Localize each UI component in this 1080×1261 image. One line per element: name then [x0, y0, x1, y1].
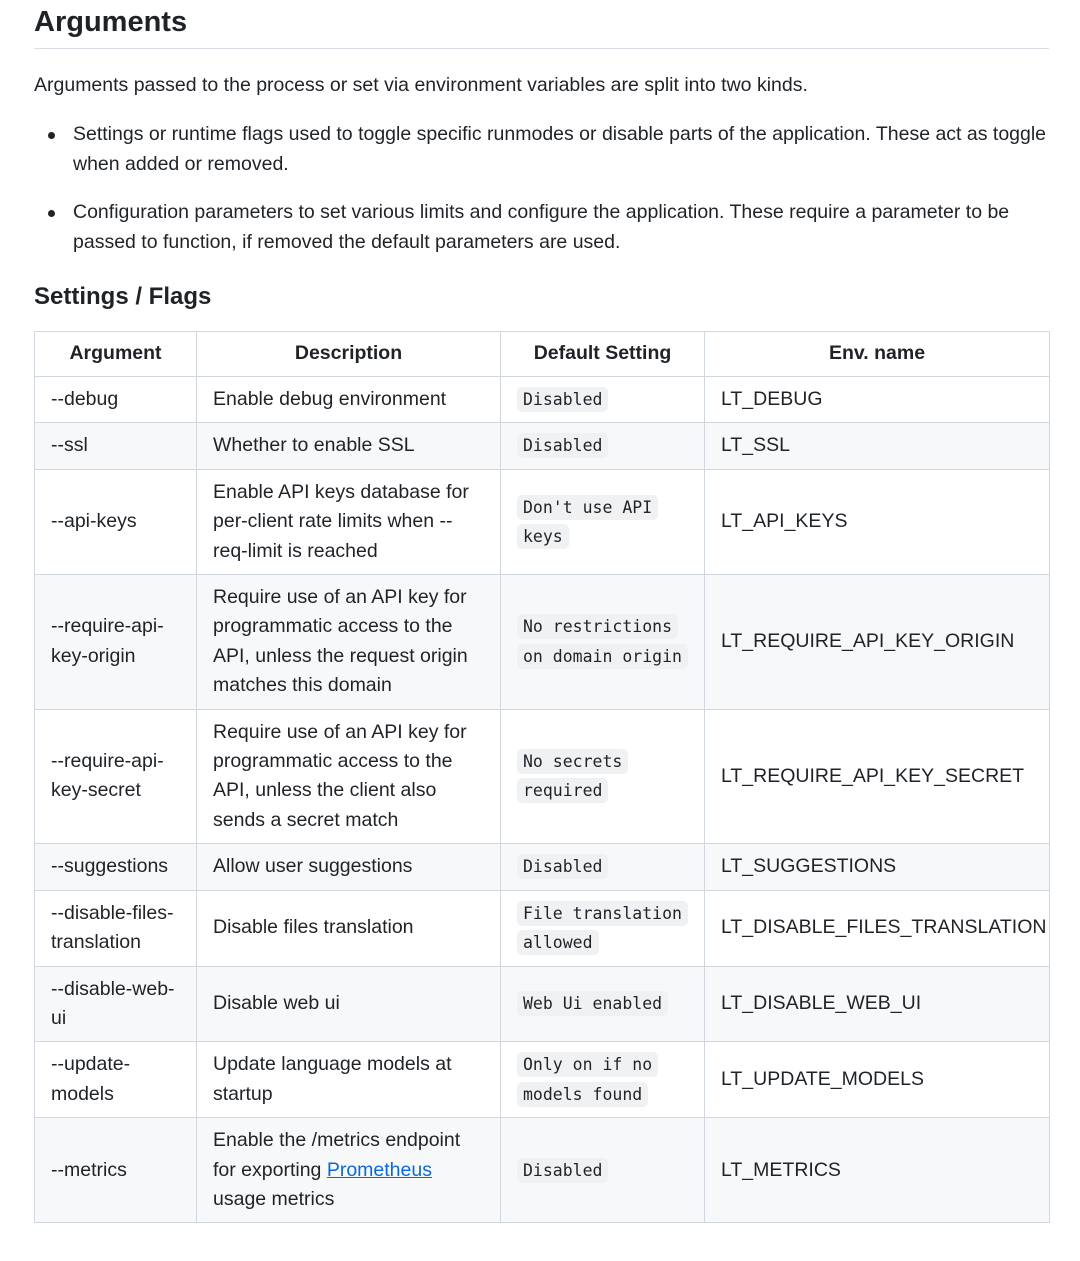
- argument-cell: --require-api-key-secret: [35, 709, 197, 844]
- default-value-code: Don't use API keys: [517, 495, 658, 549]
- default-cell: [501, 844, 705, 890]
- arguments-heading: Arguments: [34, 0, 1049, 49]
- description-cell: Update language models at startup: [197, 1042, 501, 1118]
- env-cell: LT_UPDATE_MODELS: [705, 1042, 1050, 1118]
- prometheus-link[interactable]: Prometheus: [326, 1158, 432, 1181]
- env-cell: LT_DISABLE_WEB_UI: [705, 966, 1050, 1042]
- table-row: [35, 377, 1050, 423]
- column-header-env-name: Env. name: [705, 332, 1050, 377]
- default-value-code: Disabled: [517, 387, 608, 412]
- column-header-argument: Argument: [35, 332, 197, 377]
- description-cell: Disable web ui: [197, 966, 501, 1042]
- default-cell: [501, 575, 705, 710]
- default-cell: [501, 423, 705, 469]
- description-cell: Require use of an API key for programmatic access to the API, unless the client also sends a secret match: [197, 709, 501, 844]
- argument-cell: --require-api-key-origin: [35, 575, 197, 710]
- table-row: [35, 966, 1050, 1042]
- default-value-code: Only on if no models found: [517, 1052, 658, 1106]
- default-value-code: Web Ui enabled: [517, 991, 668, 1016]
- default-cell: [501, 966, 705, 1042]
- default-cell: [501, 1118, 705, 1223]
- description-text: Enable the /metrics endpoint for exporting: [213, 1129, 461, 1181]
- intro-paragraph: Arguments passed to the process or set via environment variables are split into two kinds.: [34, 74, 808, 96]
- kinds-list: [34, 120, 1049, 257]
- table-row: [35, 469, 1050, 574]
- description-cell: Enable debug environment: [197, 377, 501, 423]
- default-cell: [501, 890, 705, 966]
- table-row: [35, 423, 1050, 469]
- env-cell: LT_DEBUG: [705, 377, 1050, 423]
- list-item: Settings or runtime flags used to toggle specific runmodes or disable parts of the application. These act as toggle when added or removed.: [73, 120, 1049, 179]
- table-row: [35, 1118, 1050, 1223]
- default-value-code: Disabled: [517, 433, 608, 458]
- default-value-code: Disabled: [517, 854, 608, 879]
- settings-flags-heading: Settings / Flags: [34, 283, 212, 310]
- table-row: [35, 844, 1050, 890]
- table-row: [35, 1042, 1050, 1118]
- env-cell: LT_REQUIRE_API_KEY_SECRET: [705, 709, 1050, 844]
- description-cell: Allow user suggestions: [197, 844, 501, 890]
- env-cell: LT_API_KEYS: [705, 469, 1050, 574]
- argument-cell: --metrics: [35, 1118, 197, 1223]
- env-cell: LT_REQUIRE_API_KEY_ORIGIN: [705, 575, 1050, 710]
- default-value-code: Disabled: [517, 1158, 608, 1183]
- table-row: [35, 575, 1050, 710]
- env-cell: LT_DISABLE_FILES_TRANSLATION: [705, 890, 1050, 966]
- list-item: Configuration parameters to set various limits and configure the application. These require a parameter to be passed to function, if removed the default parameters are used.: [73, 198, 1049, 257]
- default-cell: [501, 709, 705, 844]
- argument-cell: --ssl: [35, 423, 197, 469]
- argument-cell: --debug: [35, 377, 197, 423]
- table-row: [35, 709, 1050, 844]
- readme-section: [34, 0, 1049, 1223]
- argument-cell: --api-keys: [35, 469, 197, 574]
- description-cell: Whether to enable SSL: [197, 423, 501, 469]
- default-cell: [501, 469, 705, 574]
- argument-cell: --disable-web-ui: [35, 966, 197, 1042]
- env-cell: LT_SUGGESTIONS: [705, 844, 1050, 890]
- table-row: [35, 890, 1050, 966]
- env-cell: LT_METRICS: [705, 1118, 1050, 1223]
- settings-flags-table: [34, 331, 1050, 1223]
- description-text: usage metrics: [213, 1187, 335, 1210]
- env-cell: LT_SSL: [705, 423, 1050, 469]
- default-cell: [501, 1042, 705, 1118]
- argument-cell: --suggestions: [35, 844, 197, 890]
- description-cell: Require use of an API key for programmatic access to the API, unless the request origin matches this domain: [197, 575, 501, 710]
- description-cell: Enable API keys database for per-client rate limits when --req-limit is reached: [197, 469, 501, 574]
- table-header-row: [35, 332, 1050, 377]
- default-cell: [501, 377, 705, 423]
- default-value-code: File translation allowed: [517, 901, 688, 955]
- default-value-code: No secrets required: [517, 749, 628, 803]
- column-header-default-setting: Default Setting: [501, 332, 705, 377]
- column-header-description: Description: [197, 332, 501, 377]
- description-cell: [197, 1118, 501, 1223]
- default-value-code: No restrictions on domain origin: [517, 614, 688, 668]
- argument-cell: --disable-files-translation: [35, 890, 197, 966]
- argument-cell: --update-models: [35, 1042, 197, 1118]
- description-cell: Disable files translation: [197, 890, 501, 966]
